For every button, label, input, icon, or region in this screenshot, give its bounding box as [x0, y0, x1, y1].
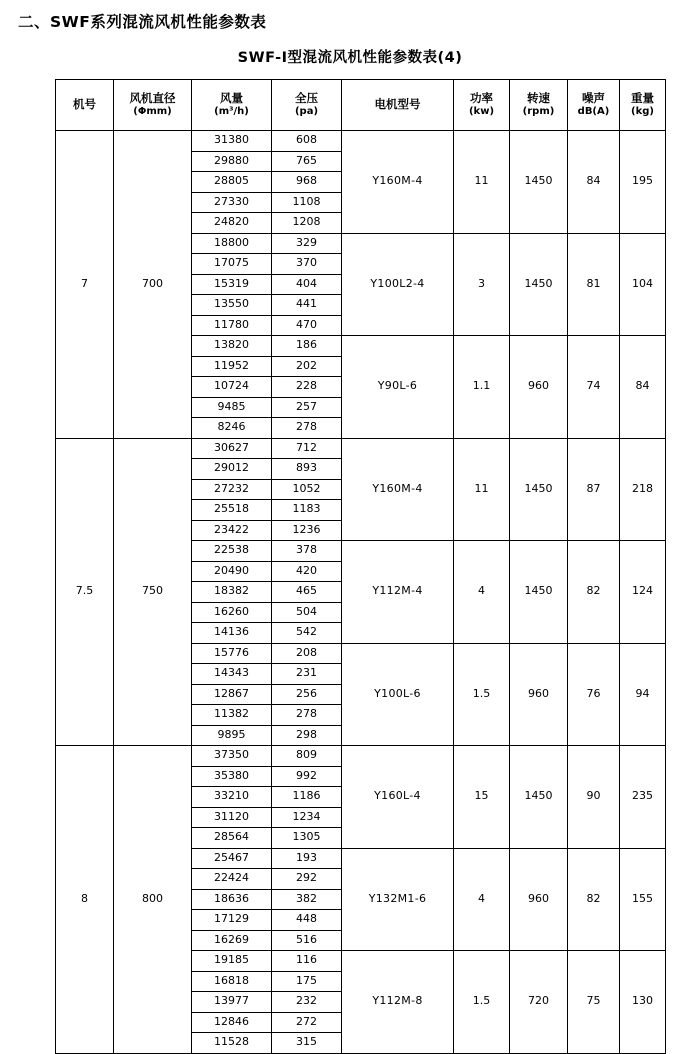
- cell-speed: 960: [510, 643, 568, 746]
- cell-flow: 27232: [192, 479, 272, 500]
- cell-pressure: 186: [272, 336, 342, 357]
- table-container: [0, 79, 700, 1054]
- cell-pressure: 465: [272, 582, 342, 603]
- column-header-unit: (rpm): [522, 106, 555, 118]
- cell-pressure: 893: [272, 459, 342, 480]
- cell-power: 4: [454, 541, 510, 644]
- cell-flow: 8246: [192, 418, 272, 439]
- cell-noise: 74: [568, 336, 620, 439]
- cell-flow: 22424: [192, 869, 272, 890]
- column-header-0: [56, 80, 114, 131]
- table-row: [56, 438, 666, 459]
- cell-pressure: 208: [272, 643, 342, 664]
- cell-motor-model: Y100L2-4: [342, 233, 454, 336]
- cell-flow: 11780: [192, 315, 272, 336]
- cell-flow: 11528: [192, 1033, 272, 1054]
- cell-power: 11: [454, 438, 510, 541]
- cell-flow: 18382: [192, 582, 272, 603]
- cell-pressure: 712: [272, 438, 342, 459]
- cell-pressure: 1234: [272, 807, 342, 828]
- column-header-main: 功率: [470, 91, 493, 106]
- cell-pressure: 1052: [272, 479, 342, 500]
- cell-pressure: 1208: [272, 213, 342, 234]
- cell-weight: 104: [620, 233, 666, 336]
- cell-speed: 1450: [510, 541, 568, 644]
- cell-flow: 22538: [192, 541, 272, 562]
- cell-flow: 19185: [192, 951, 272, 972]
- cell-flow: 37350: [192, 746, 272, 767]
- cell-noise: 82: [568, 541, 620, 644]
- cell-weight: 94: [620, 643, 666, 746]
- cell-pressure: 809: [272, 746, 342, 767]
- column-header-unit: (Φmm): [133, 106, 172, 118]
- cell-pressure: 516: [272, 930, 342, 951]
- cell-motor-model: Y90L-6: [342, 336, 454, 439]
- cell-flow: 35380: [192, 766, 272, 787]
- cell-flow: 11382: [192, 705, 272, 726]
- cell-flow: 31120: [192, 807, 272, 828]
- column-header-unit: (pa): [294, 106, 319, 118]
- column-header-6: [510, 80, 568, 131]
- cell-weight: 155: [620, 848, 666, 951]
- column-header-1: [114, 80, 192, 131]
- cell-speed: 960: [510, 848, 568, 951]
- column-header-main: 风量: [220, 91, 243, 106]
- cell-motor-model: Y160M-4: [342, 131, 454, 234]
- cell-flow: 28564: [192, 828, 272, 849]
- column-header-4: [342, 80, 454, 131]
- cell-pressure: 257: [272, 397, 342, 418]
- cell-flow: 24820: [192, 213, 272, 234]
- cell-flow: 14343: [192, 664, 272, 685]
- cell-pressure: 202: [272, 356, 342, 377]
- column-header-main: 风机直径: [129, 91, 176, 106]
- cell-diameter: 700: [114, 131, 192, 439]
- cell-flow: 15319: [192, 274, 272, 295]
- cell-pressure: 116: [272, 951, 342, 972]
- cell-power: 1.5: [454, 951, 510, 1054]
- column-header-unit: dB(A): [577, 106, 610, 118]
- cell-pressure: 228: [272, 377, 342, 398]
- cell-flow: 9485: [192, 397, 272, 418]
- cell-flow: 13820: [192, 336, 272, 357]
- cell-flow: 16269: [192, 930, 272, 951]
- cell-flow: 12846: [192, 1012, 272, 1033]
- cell-flow: 30627: [192, 438, 272, 459]
- cell-flow: 25518: [192, 500, 272, 521]
- cell-pressure: 231: [272, 664, 342, 685]
- performance-table: [55, 79, 666, 1054]
- cell-power: 3: [454, 233, 510, 336]
- cell-pressure: 292: [272, 869, 342, 890]
- cell-power: 1.5: [454, 643, 510, 746]
- cell-power: 4: [454, 848, 510, 951]
- cell-speed: 1450: [510, 746, 568, 849]
- cell-flow: 28805: [192, 172, 272, 193]
- cell-pressure: 278: [272, 705, 342, 726]
- cell-flow: 29880: [192, 151, 272, 172]
- column-header-7: [568, 80, 620, 131]
- column-header-main: 全压: [295, 91, 318, 106]
- cell-weight: 218: [620, 438, 666, 541]
- cell-pressure: 175: [272, 971, 342, 992]
- cell-flow: 23422: [192, 520, 272, 541]
- cell-flow: 17129: [192, 910, 272, 931]
- cell-model-no: 8: [56, 746, 114, 1054]
- cell-flow: 27330: [192, 192, 272, 213]
- table-title: SWF-I型混流风机性能参数表(4): [237, 50, 463, 66]
- cell-flow: 9895: [192, 725, 272, 746]
- cell-noise: 87: [568, 438, 620, 541]
- cell-flow: 11952: [192, 356, 272, 377]
- cell-power: 1.1: [454, 336, 510, 439]
- table-body: [56, 131, 666, 1054]
- cell-speed: 1450: [510, 233, 568, 336]
- column-header-main: 电机型号: [374, 97, 421, 112]
- cell-flow: 12867: [192, 684, 272, 705]
- cell-power: 11: [454, 131, 510, 234]
- cell-motor-model: Y112M-4: [342, 541, 454, 644]
- cell-pressure: 1108: [272, 192, 342, 213]
- cell-flow: 15776: [192, 643, 272, 664]
- cell-model-no: 7.5: [56, 438, 114, 746]
- cell-weight: 124: [620, 541, 666, 644]
- column-header-unit: (kg): [631, 106, 654, 118]
- column-header-main: 机号: [73, 97, 96, 112]
- cell-speed: 1450: [510, 438, 568, 541]
- section-title: 二、SWF系列混流风机性能参数表: [18, 13, 267, 31]
- cell-flow: 16260: [192, 602, 272, 623]
- cell-pressure: 1183: [272, 500, 342, 521]
- cell-pressure: 470: [272, 315, 342, 336]
- cell-weight: 130: [620, 951, 666, 1054]
- cell-pressure: 256: [272, 684, 342, 705]
- cell-pressure: 193: [272, 848, 342, 869]
- column-header-3: [272, 80, 342, 131]
- cell-flow: 18800: [192, 233, 272, 254]
- column-header-main: 噪声: [582, 91, 605, 106]
- cell-flow: 16818: [192, 971, 272, 992]
- cell-flow: 13977: [192, 992, 272, 1013]
- table-row: [56, 131, 666, 152]
- cell-speed: 960: [510, 336, 568, 439]
- table-header-row: [56, 80, 666, 131]
- cell-motor-model: Y100L-6: [342, 643, 454, 746]
- cell-weight: 84: [620, 336, 666, 439]
- cell-noise: 84: [568, 131, 620, 234]
- cell-flow: 31380: [192, 131, 272, 152]
- cell-pressure: 448: [272, 910, 342, 931]
- cell-pressure: 315: [272, 1033, 342, 1054]
- cell-pressure: 504: [272, 602, 342, 623]
- column-header-8: [620, 80, 666, 131]
- cell-pressure: 542: [272, 623, 342, 644]
- cell-pressure: 378: [272, 541, 342, 562]
- column-header-unit: (kw): [468, 106, 495, 118]
- cell-flow: 20490: [192, 561, 272, 582]
- cell-pressure: 608: [272, 131, 342, 152]
- cell-flow: 33210: [192, 787, 272, 808]
- cell-pressure: 232: [272, 992, 342, 1013]
- cell-pressure: 1305: [272, 828, 342, 849]
- cell-flow: 14136: [192, 623, 272, 644]
- cell-speed: 1450: [510, 131, 568, 234]
- column-header-5: [454, 80, 510, 131]
- cell-flow: 10724: [192, 377, 272, 398]
- cell-pressure: 329: [272, 233, 342, 254]
- cell-pressure: 278: [272, 418, 342, 439]
- cell-diameter: 800: [114, 746, 192, 1054]
- cell-noise: 81: [568, 233, 620, 336]
- cell-pressure: 420: [272, 561, 342, 582]
- cell-flow: 18636: [192, 889, 272, 910]
- cell-noise: 82: [568, 848, 620, 951]
- cell-pressure: 1186: [272, 787, 342, 808]
- cell-pressure: 968: [272, 172, 342, 193]
- cell-pressure: 382: [272, 889, 342, 910]
- cell-pressure: 272: [272, 1012, 342, 1033]
- column-header-main: 重量: [631, 91, 654, 106]
- column-header-2: [192, 80, 272, 131]
- cell-motor-model: Y112M-8: [342, 951, 454, 1054]
- cell-flow: 25467: [192, 848, 272, 869]
- cell-speed: 720: [510, 951, 568, 1054]
- cell-flow: 29012: [192, 459, 272, 480]
- cell-pressure: 370: [272, 254, 342, 275]
- cell-pressure: 298: [272, 725, 342, 746]
- cell-weight: 235: [620, 746, 666, 849]
- cell-motor-model: Y160L-4: [342, 746, 454, 849]
- cell-flow: 13550: [192, 295, 272, 316]
- cell-model-no: 7: [56, 131, 114, 439]
- table-header: [56, 80, 666, 131]
- cell-pressure: 404: [272, 274, 342, 295]
- cell-motor-model: Y132M1-6: [342, 848, 454, 951]
- column-header-unit: (m³/h): [214, 106, 249, 118]
- cell-noise: 76: [568, 643, 620, 746]
- cell-pressure: 992: [272, 766, 342, 787]
- column-header-main: 转速: [527, 91, 550, 106]
- cell-power: 15: [454, 746, 510, 849]
- cell-flow: 17075: [192, 254, 272, 275]
- cell-pressure: 441: [272, 295, 342, 316]
- table-row: [56, 746, 666, 767]
- cell-weight: 195: [620, 131, 666, 234]
- cell-pressure: 1236: [272, 520, 342, 541]
- cell-pressure: 765: [272, 151, 342, 172]
- cell-noise: 90: [568, 746, 620, 849]
- cell-motor-model: Y160M-4: [342, 438, 454, 541]
- cell-noise: 75: [568, 951, 620, 1054]
- cell-diameter: 750: [114, 438, 192, 746]
